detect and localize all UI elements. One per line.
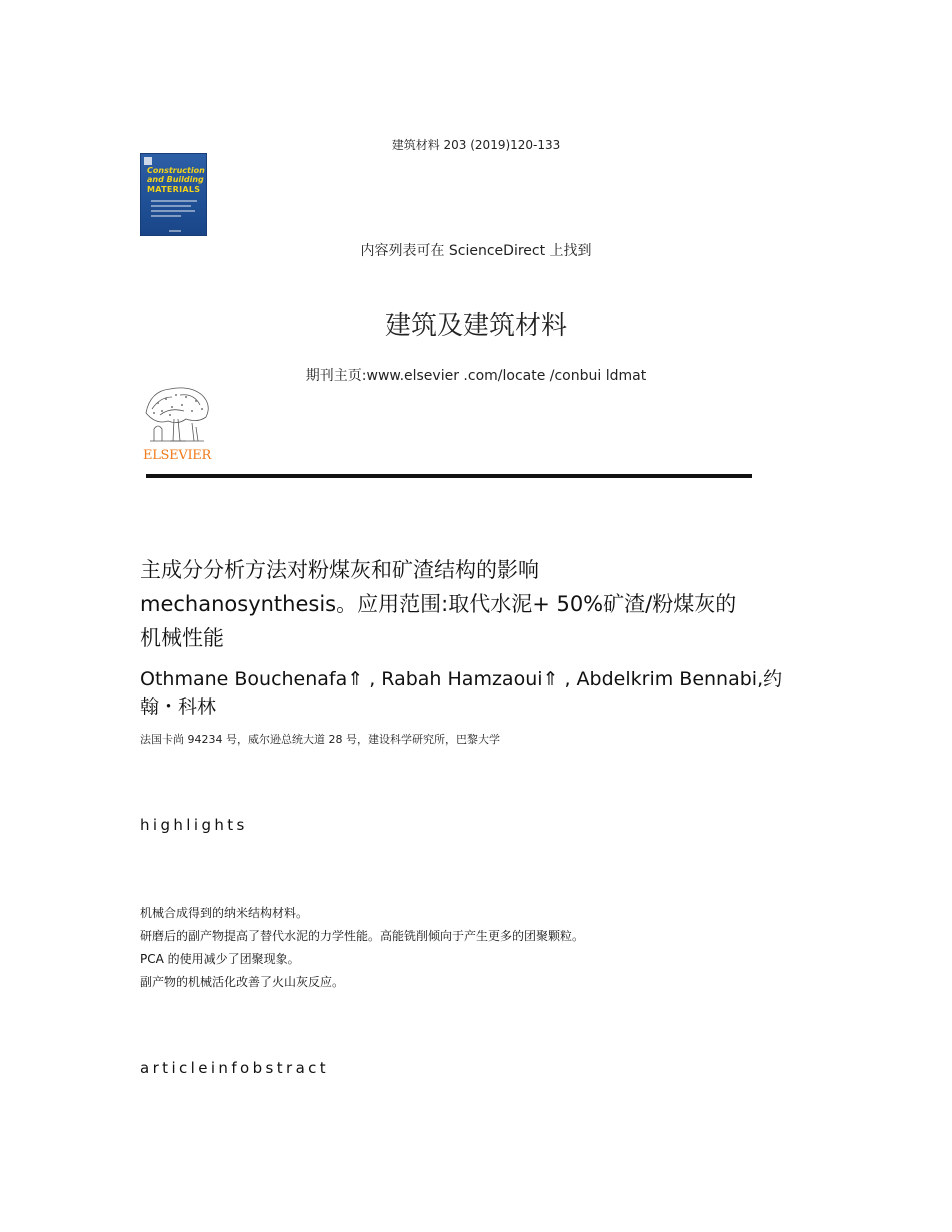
header-divider	[146, 474, 752, 478]
cover-title-line-2: and Building	[147, 175, 204, 184]
authors-line-2: 翰・科林	[140, 696, 217, 718]
elsevier-tree-icon	[140, 383, 214, 447]
article-authors	[140, 665, 820, 721]
cover-text-block	[151, 215, 181, 217]
elsevier-wordmark: ELSEVIER	[143, 448, 211, 463]
article-title-line-2: mechanosynthesis。应用范围:取代水泥+ 50%矿渣/粉煤灰的	[140, 592, 737, 616]
article-title	[140, 553, 820, 655]
highlight-item: PCA 的使用减少了团聚现象。	[140, 952, 300, 966]
cover-text-block	[169, 230, 181, 232]
highlights-heading: highlights	[140, 816, 248, 834]
journal-cover-image	[140, 153, 207, 236]
contents-availability-line: 内容列表可在 ScienceDirect 上找到	[360, 243, 592, 259]
authors-line-1: Othmane Bouchenafa⇑ , Rabah Hamzaoui⇑ , Abdelkrim Bennabi,约	[140, 668, 783, 690]
highlight-item: 机械合成得到的纳米结构材料。	[140, 906, 309, 920]
cover-publisher-mark	[144, 157, 152, 165]
author-affiliation: 法国卡尚 94234 号，威尔逊总统大道 28 号，建设科学研究所，巴黎大学	[140, 733, 500, 746]
highlight-item: 研磨后的副产物提高了替代水泥的力学性能。高能铣削倾向于产生更多的团聚颗粒。	[140, 929, 585, 943]
cover-title-line-3: MATERIALS	[147, 185, 201, 194]
journal-citation: 建筑材料 203 (2019)120-133	[391, 138, 561, 152]
highlights-list	[140, 902, 840, 994]
cover-text-block	[151, 200, 197, 202]
article-title-line-1: 主成分分析方法对粉煤灰和矿渣结构的影响	[140, 558, 539, 582]
article-info-abstract-heading: articleinfobstract	[140, 1059, 330, 1077]
cover-text-block	[151, 205, 191, 207]
cover-title-line-1: Construction	[147, 166, 205, 175]
cover-text-block	[151, 210, 195, 212]
journal-homepage: 期刊主页:www.elsevier .com/locate /conbui ldmat	[305, 368, 647, 384]
article-title-line-3: 机械性能	[140, 626, 224, 650]
highlight-item: 副产物的机械活化改善了火山灰反应。	[140, 975, 345, 989]
journal-title: 建筑及建筑材料	[384, 311, 567, 341]
elsevier-logo	[140, 383, 214, 463]
